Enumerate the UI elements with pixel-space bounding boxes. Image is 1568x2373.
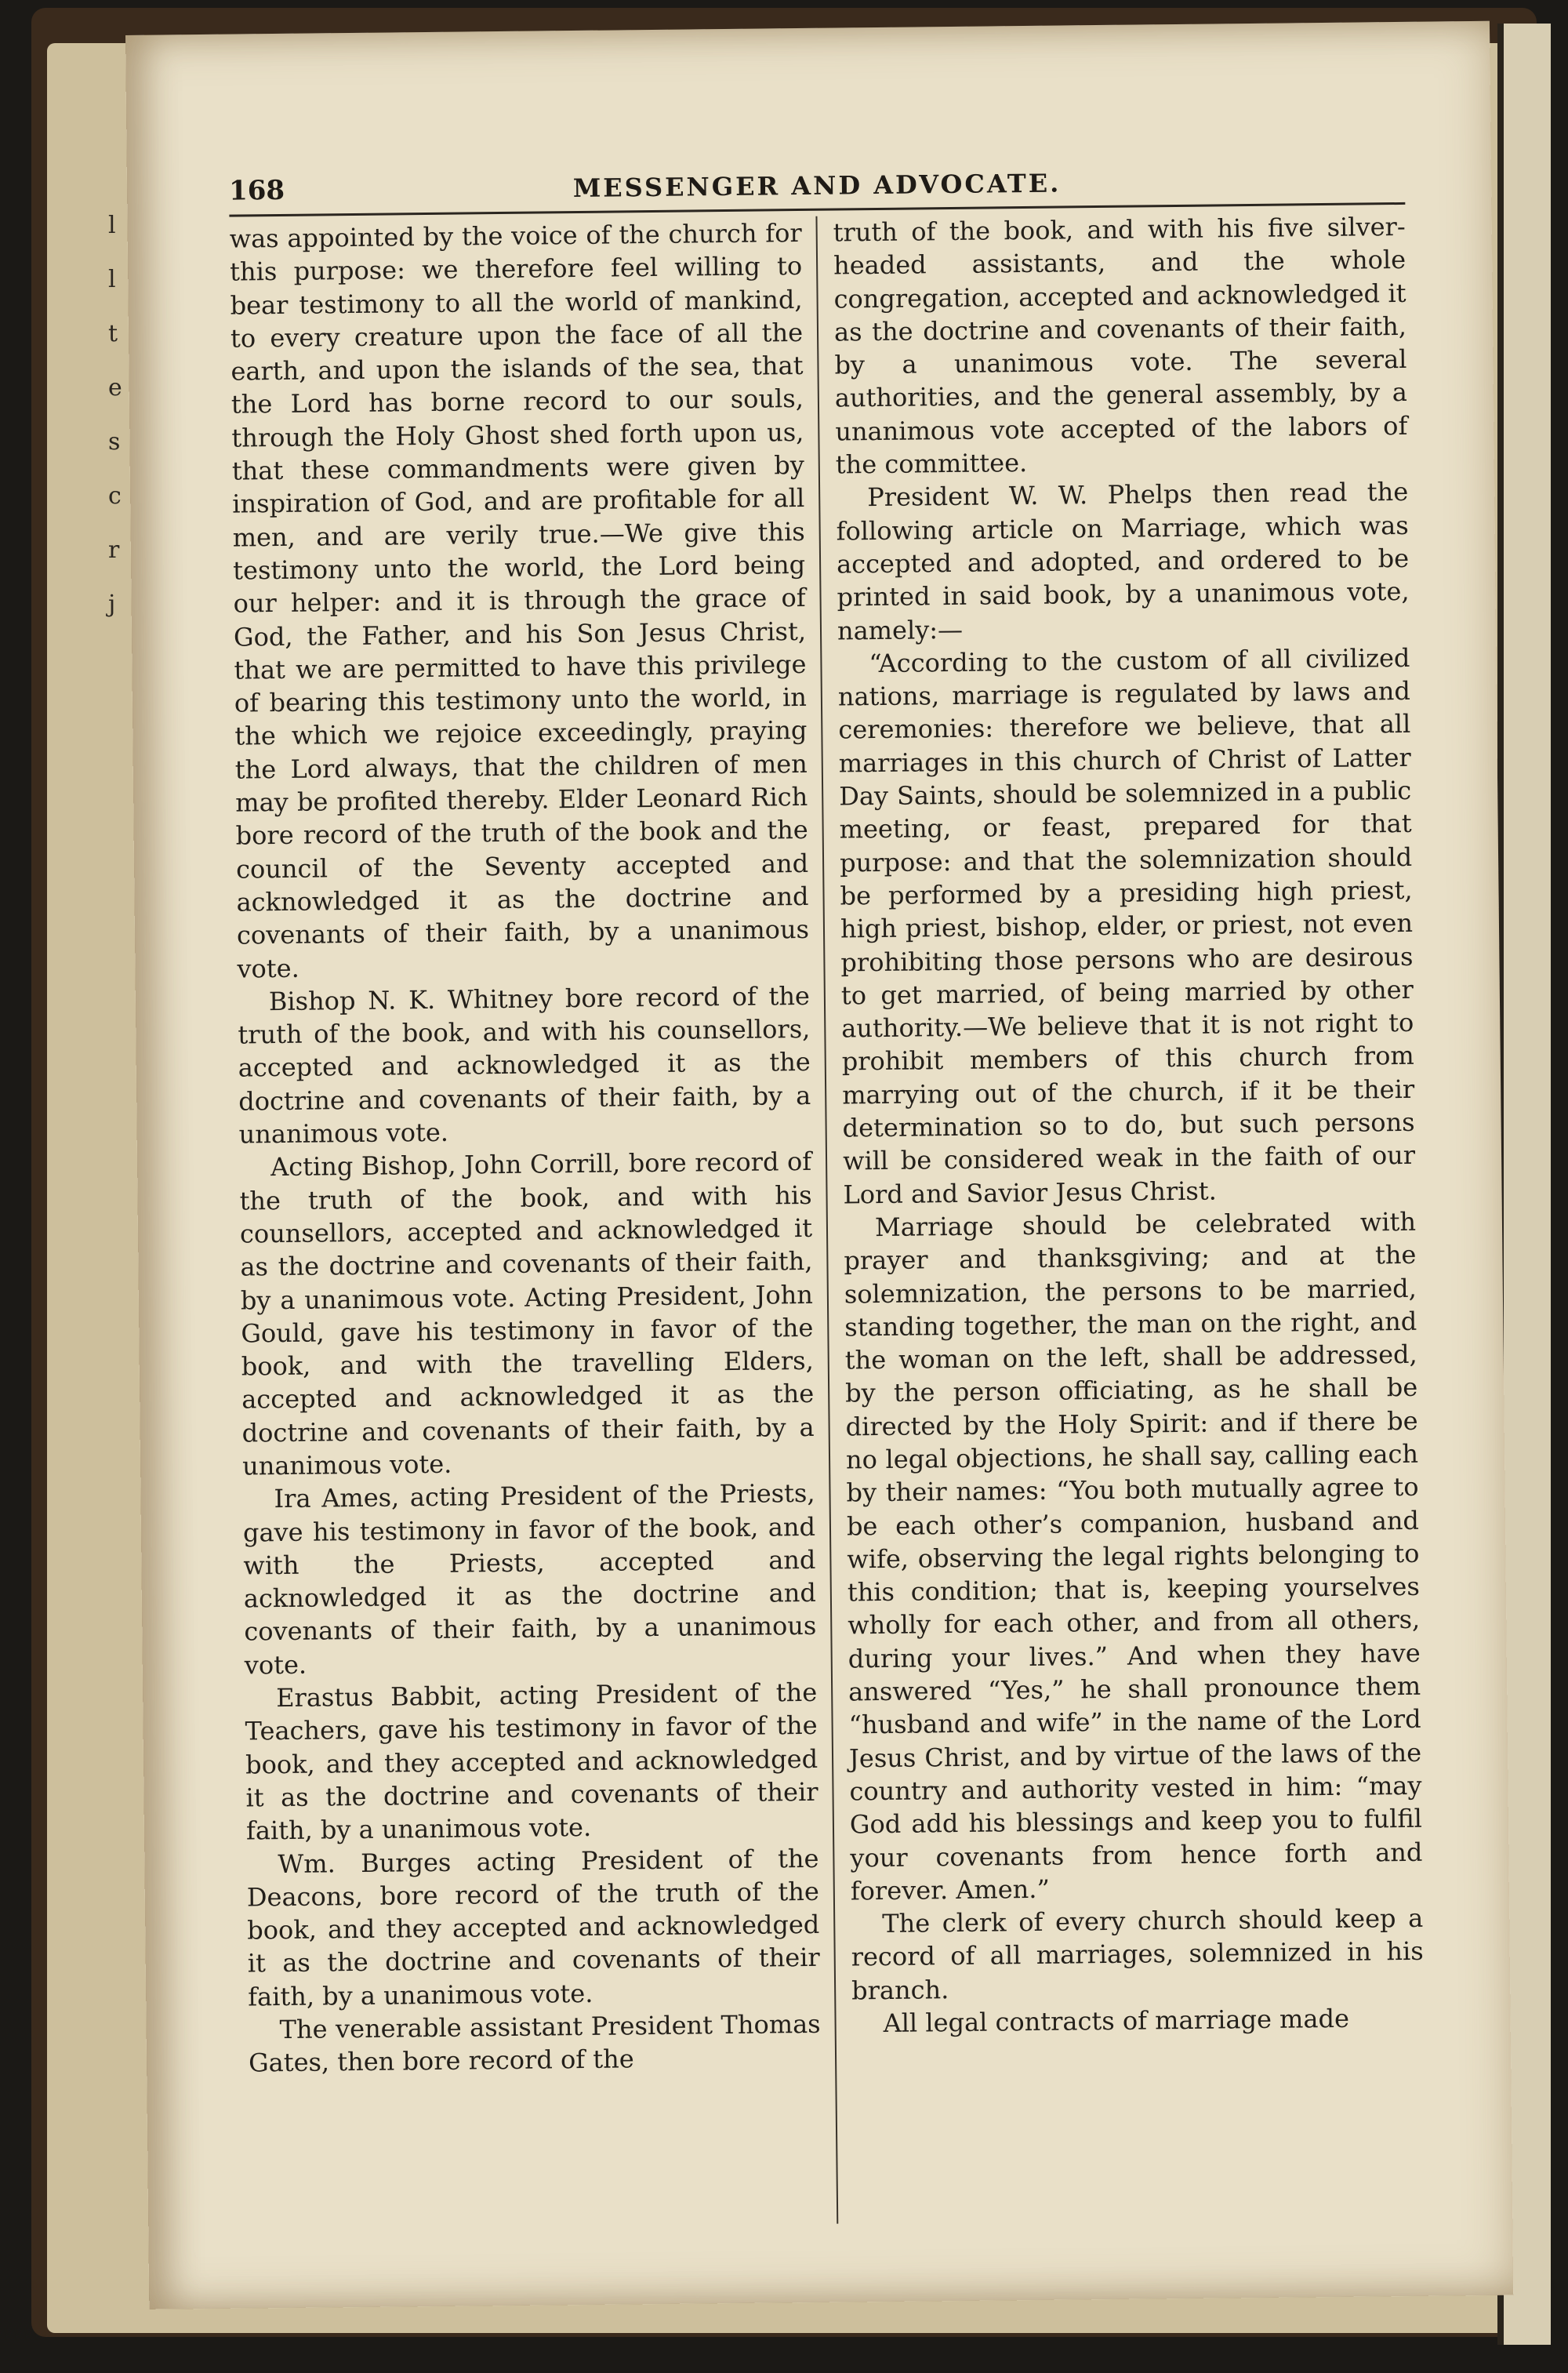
paragraph: President W. W. Phelps then read the following article on Marriage, which was accepted and adopted, and ordered to be printed in said book, by a unanimous vote, namely:— [836, 477, 1410, 646]
edge-letter: t [108, 320, 118, 347]
paragraph: Wm. Burges acting President of the Deacons, bore record of the truth of the book, and they accepted and acknowledged it as the doctrine and covenants of their faith, by a unanimous vote. [246, 1843, 820, 2012]
page-header [229, 155, 1406, 217]
paragraph: was appointed by the voice of the church for this purpose: we therefore feel willing to bear testimony to all the world of mankind, to every creature upon the face of all the earth, and upon the islands of the sea, that the Lord has borne record to our souls, through the Holy Ghost shed forth upon us, that these commandments were given by inspiration of God, and are profitable for all men, and are verily true.—We give this testimony unto the world, the Lord being our helper: and it is through the grace of God, the Father, and his Son Jesus Christ, that we are permitted to have this privilege of bearing this testimony unto the world, in the which we rejoice exceedingly, praying the Lord always, that the children of men may be profited thereby. Elder Leonard Rich bore record of the truth of the book and the council of the Seventy accepted and acknowledged it as the doctrine and covenants of their faith, by a unanimous vote. [229, 217, 810, 984]
edge-letter: s [108, 428, 121, 456]
paragraph: Bishop N. K. Whitney bore record of the truth of the book, and with his counsellors, accepted and acknowledged it as the doctrine and covenants of their faith, by a unanimous vote. [238, 980, 811, 1150]
edge-letter: e [108, 374, 122, 402]
edge-letter: l [108, 212, 116, 239]
paragraph: Acting Bishop, John Corrill, bore record of the truth of the book, and with his counsellors, accepted and acknowledged it as the doctrine and covenants of their faith, by a unanimous vote. Acting President, John Gould, gave his testimony in favor of the book, and with the travelling Elders, accepted and acknowledged it as the doctrine and covenants of their faith, by a unanimous vote. [239, 1147, 815, 1481]
left-column [230, 216, 822, 2080]
paragraph: The clerk of every church should keep a record of all marriages, solemnized in his branch. [851, 1902, 1424, 2006]
paragraph: Erastus Babbit, acting President of the Teachers, gave his testimony in favor of the book, and they accepted and acknowledged it as the doctrine and covenants of their faith, by a unanimous vote. [245, 1677, 818, 1846]
paragraph: Ira Ames, acting President of the Priests, gave his testimony in favor of the book, and with the Priests, accepted and acknowledged it as the doctrine and covenants of their faith, by a unanimous vote. [242, 1478, 817, 1681]
right-column [833, 210, 1424, 2040]
edge-letter: l [108, 266, 116, 293]
edge-letter: j [108, 591, 116, 618]
edge-letter: r [108, 536, 120, 564]
paragraph: Marriage should be celebrated with prayer and thanksgiving; and at the solemnization, the persons to be married, standing together, the man on the right, and the woman on the left, shall be addressed, by the person officiating, as he shall be directed by the Holy Spirit: and if there be no legal objections, he shall say, calling each by their names: “You both mutually agree to be each other’s companion, husband and wife, observing the legal rights belonging to this condition; that is, keeping yourselves wholly for each other, and from all others, during your lives.” And when they have answered “Yes,” he shall pronounce them “husband and wife” in the name of the Lord Jesus Christ, and by virtue of the laws of the country and authority vested in him: “may God add his blessings and keep you to fulfil your covenants from hence forth and forever. Amen.” [844, 1206, 1423, 1906]
running-title: MESSENGER AND ADVOCATE. [572, 168, 1062, 204]
paragraph: All legal contracts of marriage made [883, 2003, 1350, 2039]
paragraph: truth of the book, and with his five silver-headed assistants, and the whole congregation, accepted and acknowledged it as the doctrine and covenants of their faith, by a unanimous vote. The several authorities, and the general assembly, by a unanimous vote accepted of the labors of the committee. [833, 211, 1408, 480]
page-number: 168 [228, 174, 285, 207]
edge-letter: c [108, 482, 122, 510]
paragraph: “According to the custom of all civilized nations, marriage is regulated by laws and ceremonies: therefore we believe, that all marriages in this church of Christ of Latter Day Saints, should be solemnized in a public meeting, or feast, prepared for that purpose: and that the solemnization should be performed by a presiding high priest, high priest, bishop, elder, or priest, not even prohibiting those persons who are desirous to get married, of being married by other authority.—We believe that it is not right to prohibit members of this church from marrying out of the church, if it be their determination so to do, but such persons will be considered weak in the faith of our Lord and Savior Jesus Christ. [837, 642, 1416, 1210]
paragraph: The venerable assistant President Thomas Gates, then bore record of the [248, 2008, 821, 2078]
book-page [125, 21, 1513, 2309]
